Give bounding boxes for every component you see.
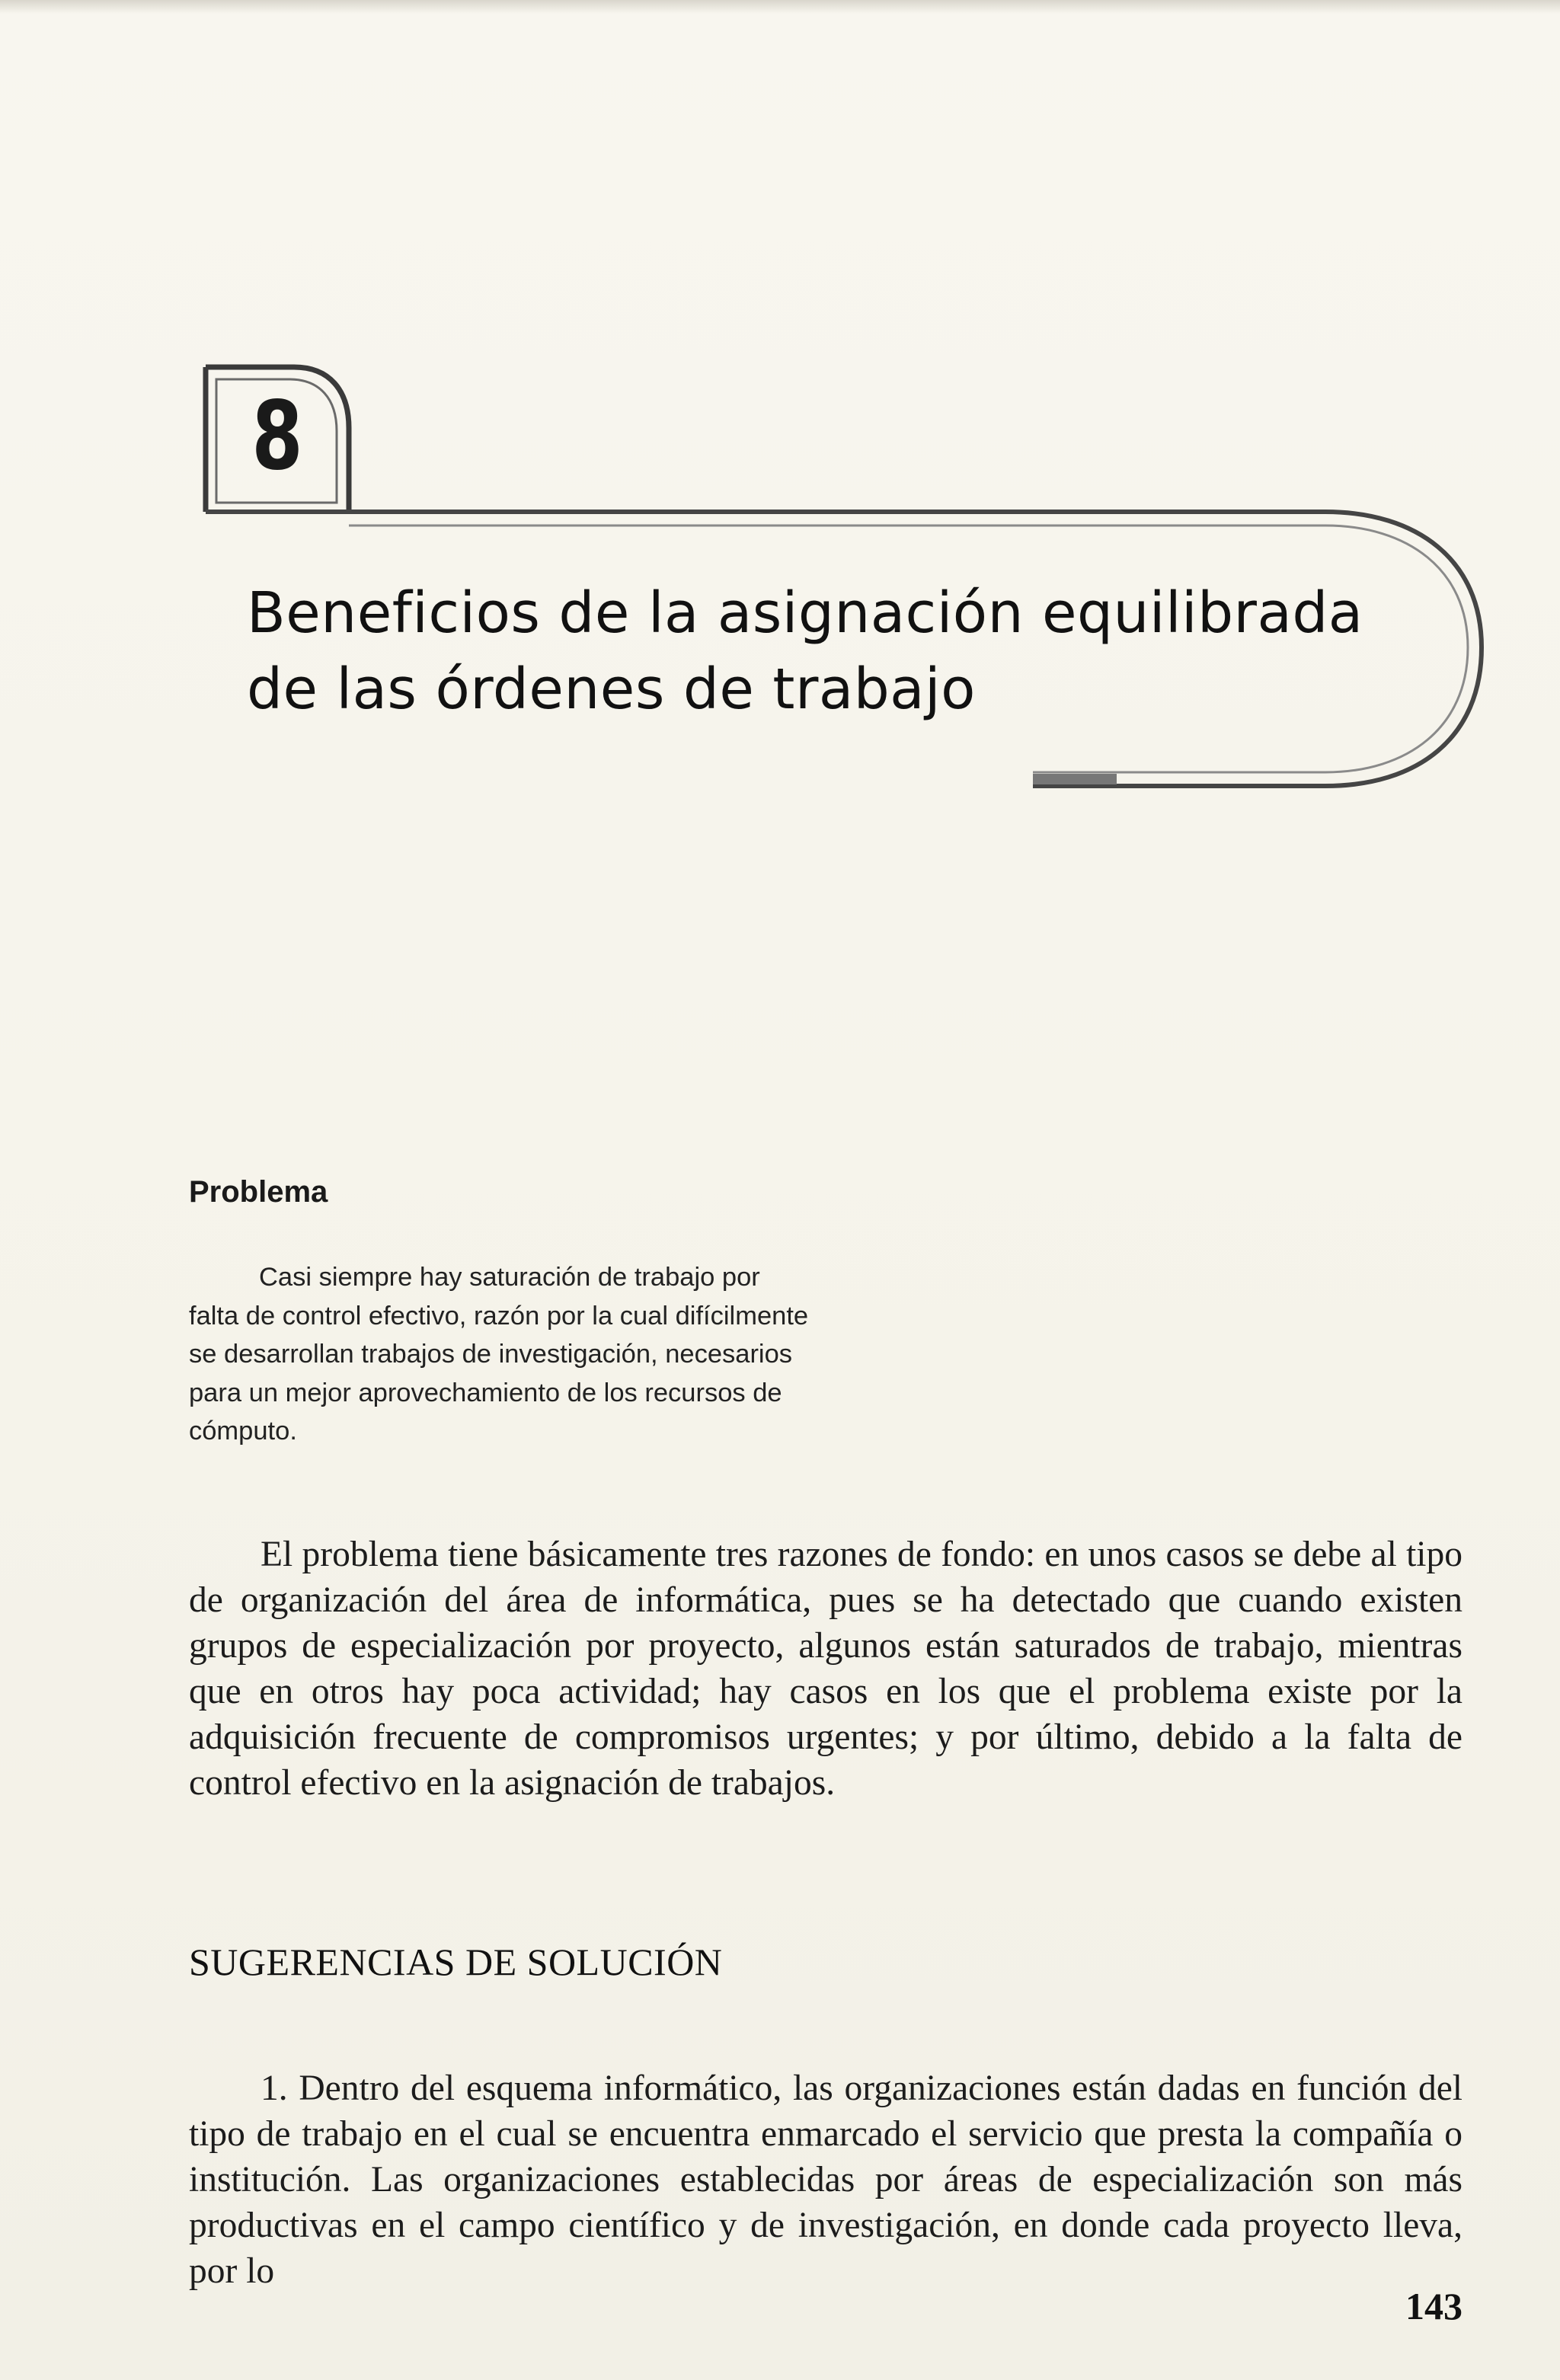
page-number: 143 [1405,2285,1462,2327]
problem-text: Casi siempre hay saturación de trabajo por falta de control efectivo, razón por la cual difícilmente se desarrollan trabajos de investigación, necesarios para un mejor aprovechamiento de los recursos de cómputo. [189,1263,809,1446]
page-top-edge [0,0,1560,14]
chapter-title: Beneficios de la asignación equilibrada de las órdenes de trabajo [247,580,1363,722]
body-paragraph-2: 1. Dentro del esquema informático, las organizaciones están dadas en función del tipo de trabajo en el cual se encuentra enmarcado el servicio que presta la compañía o institución. Las organizaciones establecidas por áreas de especialización son más productivas en el campo científico y de investigación, en donde cada proyecto lleva, por lo [189,2069,1462,2291]
section-heading: SUGERENCIAS DE SOLUCIÓN [189,1941,723,1983]
body-paragraph-1: El problema tiene básicamente tres razones de fondo: en unos casos se debe al tipo de organización del área de informática, pues se ha detectado que cuando existen grupos de especialización por proyecto, algunos están saturados de trabajo, mientras que en otros hay poca actividad; hay casos en los que el problema existe por la adquisición frecuente de compromisos urgentes; y por último, debido a la falta de control efectivo en la asignación de trabajos. [189,1535,1462,1803]
chapter-number: 8 [251,382,303,491]
problem-label: Problema [189,1175,328,1209]
